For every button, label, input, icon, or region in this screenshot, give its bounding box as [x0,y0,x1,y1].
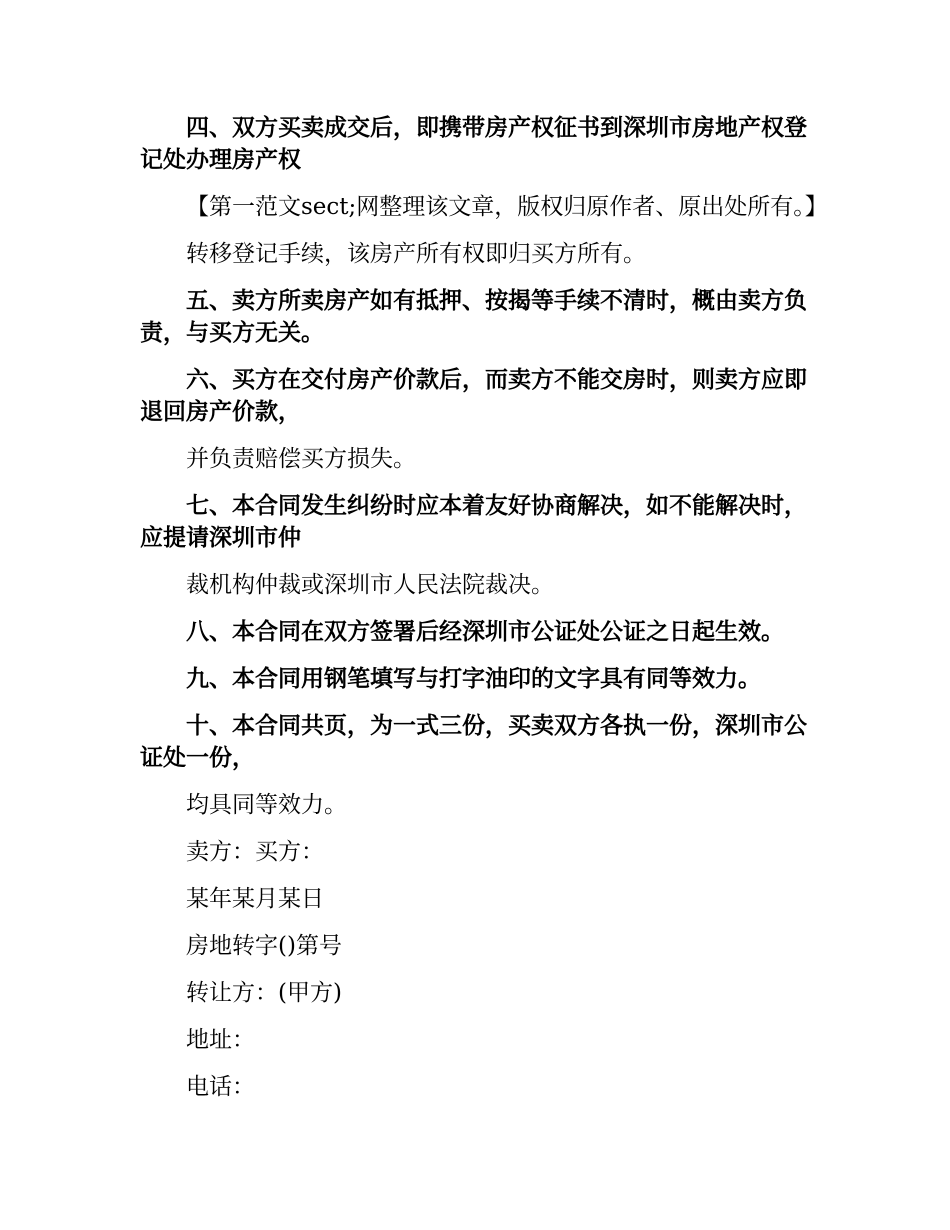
phone-line: 电话： [186,1074,255,1100]
address-line: 地址： [186,1027,255,1053]
date-line: 某年某月某日 [186,886,324,912]
seller-buyer-signature-line: 卖方：买方： [186,839,324,865]
clause-8-paragraph: 八、本合同在双方签署后经深圳市公证处公证之日起生效。 [186,618,784,645]
clause-4-paragraph: 四、双方买卖成交后，即携带房产权征书到深圳市房地产权登记处办理房产权 [140,114,807,173]
clause-5-paragraph: 五、卖方所卖房产如有抵押、按揭等手续不清时，概由卖方负责，与买方无关。 [140,287,807,346]
clause-7-paragraph: 七、本合同发生纠纷时应本着友好协商解决，如不能解决时，应提请深圳市仲 [140,492,807,551]
transfer-number-line: 房地转字()第号 [186,933,342,959]
clause-6-paragraph: 六、买方在交付房产价款后，而卖方不能交房时，则卖方应即退回房产价款， [140,366,807,425]
copyright-notice-paragraph: 【第一范文sect;网整理该文章，版权归原作者、原出处所有。】 [186,194,828,220]
clause-9-paragraph: 九、本合同用钢笔填写与打字油印的文字具有同等效力。 [186,665,761,692]
clause-6-continuation-paragraph: 并负责赔偿买方损失。 [186,446,416,472]
clause-4-continuation-paragraph: 转移登记手续，该房产所有权即归买方所有。 [186,241,646,267]
transferor-line: 转让方：(甲方) [186,980,342,1006]
clause-7-continuation-paragraph: 裁机构仲裁或深圳市人民法院裁决。 [186,572,554,598]
clause-10-paragraph: 十、本合同共页，为一式三份，买卖双方各执一份，深圳市公证处一份， [140,712,807,771]
document-body [140,112,828,1118]
clause-10-continuation-paragraph: 均具同等效力。 [186,792,347,818]
